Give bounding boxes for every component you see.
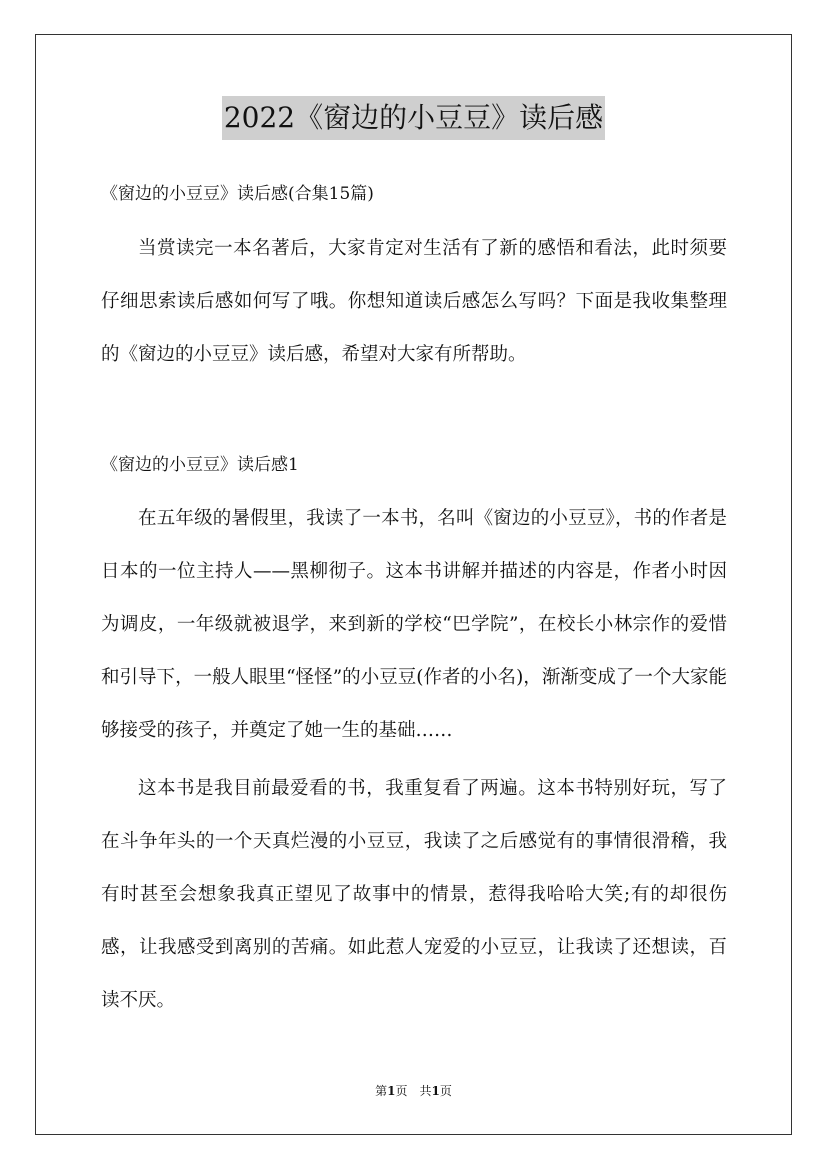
- body-paragraph-1: 在五年级的暑假里，我读了一本书，名叫《窗边的小豆豆》，书的作者是日本的一位主持人——黑柳彻子。这本书讲解并描述的内容是，作者小时因为调皮，一年级就被退学，来到新的学校“巴学院”，在校长小林宗作的爱惜和引导下，一般人眼里“怪怪”的小豆豆(作者的小名)，渐渐变成了一个大家能够接受的孩子，并奠定了她一生的基础……: [101, 508, 727, 741]
- footer-middle: 页 共: [395, 1084, 432, 1098]
- document-title: 2022《窗边的小豆豆》读后感: [222, 96, 605, 140]
- body-paragraph-2: 这本书是我目前最爱看的书，我重复看了两遍。这本书特别好玩，写了在斗争年头的一个天真烂漫的小豆豆，我读了之后感觉有的事情很滑稽，我有时甚至会想象我真正望见了故事中的情景，惹得我哈哈大笑;有的却很伤感，让我感受到离别的苦痛。如此惹人宠爱的小豆豆，让我读了还想读，百读不厌。: [101, 778, 727, 1011]
- page-footer: [0, 1082, 827, 1100]
- footer-prefix: 第: [375, 1084, 388, 1098]
- intro-paragraph: 当赏读完一本名著后，大家肯定对生活有了新的感悟和看法，此时须要仔细思索读后感如何写了哦。你想知道读后感怎么写吗？下面是我收集整理的《窗边的小豆豆》读后感，希望对大家有所帮助。: [101, 238, 727, 365]
- footer-suffix: 页: [439, 1084, 452, 1098]
- section-heading: 《窗边的小豆豆》读后感1: [101, 455, 299, 475]
- title-container: [0, 96, 827, 140]
- document-subtitle: 《窗边的小豆豆》读后感(合集15篇): [101, 184, 374, 204]
- total-page-number: 1: [431, 1084, 440, 1098]
- current-page-number: 1: [387, 1084, 396, 1098]
